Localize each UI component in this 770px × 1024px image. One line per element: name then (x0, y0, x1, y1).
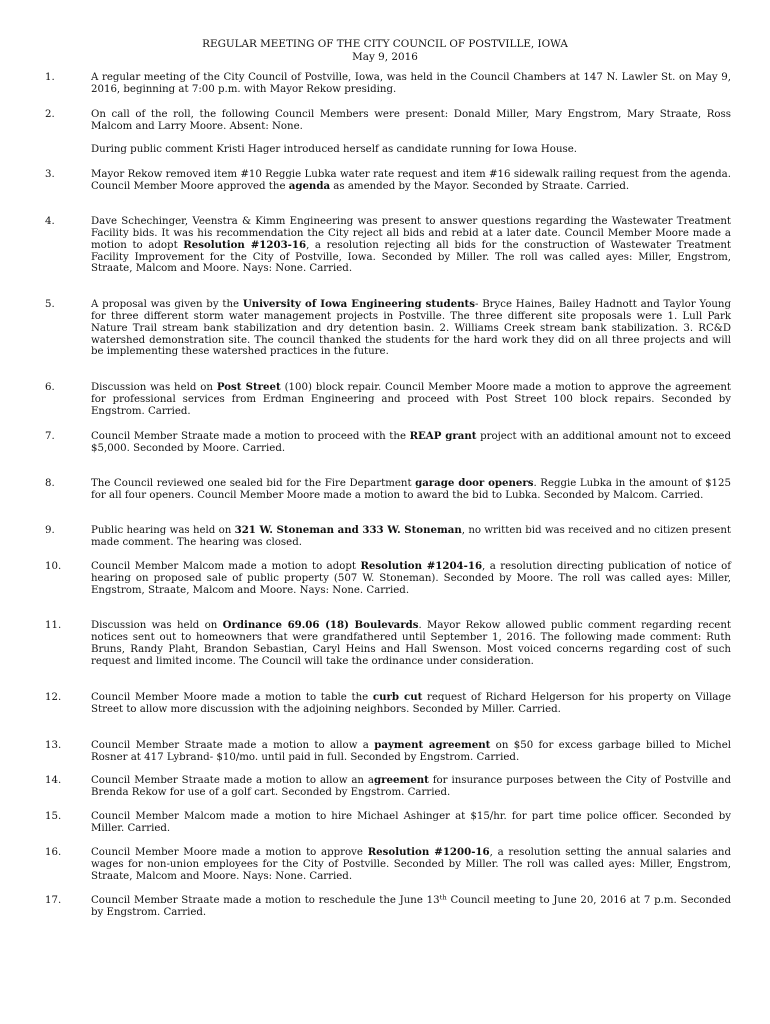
bold-term: Resolution #1203-16 (183, 238, 307, 251)
item-number: 17. (45, 895, 62, 906)
item-number: 11. (45, 620, 62, 631)
item-number: 13. (45, 740, 62, 751)
bold-term: Ordinance 69.06 (18) Boulevards (222, 619, 419, 631)
item-text (91, 811, 731, 835)
item-text (91, 847, 731, 883)
item-number: 10. (45, 561, 62, 572)
superscript: th (439, 893, 447, 902)
item-text (91, 431, 731, 455)
bold-term: garage door openers (415, 477, 534, 489)
bold-term: 321 W. Stoneman and 333 W. Stoneman (234, 524, 462, 536)
text-run: , a resolution setting the annual salaries and wages for non-union employees for the City of Postville. Seconded by Miller. The roll was called ayes: Miller, Engstrom, Straate, Malcom and Moore. Nays: None. Carried. (91, 847, 732, 882)
text-run: Council Member Straate made a motion to proceed with the (91, 431, 410, 442)
text-run: Council Member Moore made a motion to table the (91, 692, 373, 703)
item-text (91, 299, 731, 358)
item-number: 4. (45, 216, 55, 227)
bold-term: agenda (288, 179, 331, 192)
text-run: Council Member Straate made a motion to reschedule the June 13 (91, 895, 440, 906)
text-run: The Council reviewed one sealed bid for the Fire Department (91, 478, 416, 489)
item-number: 1. (45, 72, 55, 83)
text-run: Discussion was held on (91, 382, 217, 393)
text-run: Council Member Moore made a motion to approve (91, 847, 368, 858)
item-text (91, 525, 731, 549)
text-run: . Mayor Rekow allowed public comment regarding recent notices sent out to homeowners that were grandfathered until September 1, 2016. The following made comment: Ruth Bruns, Randy Plaht, Brandon Sebastian, Caryl Heins and Hall Swenson. Most voiced concerns regarding cost of such request and limited income. The Council will take the ordinance under consideration. (91, 620, 731, 667)
text-run: (100) block repair. Council Member Moore made a motion to approve the agreement for professional services from Erdman Engineering and proceed with Post Street 100 block repairs. Seconded by Engstrom. Carried. (91, 382, 731, 417)
text-run: Council Member Malcom made a motion to adopt (91, 561, 361, 572)
bold-term: greement (373, 774, 429, 786)
text-run: A proposal was given by the (91, 299, 243, 310)
text-run: Mayor Rekow removed item #10 Reggie Lubka water rate request and item #16 sidewalk railing request from the agenda. Council Member Moore approved the (91, 169, 731, 192)
text-run: , no written bid was received and no citizen present made comment. The hearing was closed. (91, 525, 731, 548)
item-text (91, 144, 731, 156)
item-number: 3. (45, 169, 55, 180)
item-number: 14. (45, 775, 62, 786)
document-title: REGULAR MEETING OF THE CITY COUNCIL OF POSTVILLE, IOWA (202, 38, 568, 50)
text-run: on $50 for excess garbage billed to Michel Rosner at 417 Lybrand- $10/mo. until paid in full. Seconded by Engstrom. Carried. (91, 740, 731, 763)
bold-term: University of Iowa Engineering students (242, 298, 475, 310)
text-run: Council Member Straate made a motion to allow a (91, 740, 375, 751)
text-run: During public comment Kristi Hager introduced herself as candidate running for Iowa House. (91, 144, 578, 155)
item-text (91, 109, 731, 133)
item-number: 7. (45, 431, 55, 442)
text-run: On call of the roll, the following Council Members were present: Donald Miller, Mary Engstrom, Mary Straate, Ross Malcom and Larry Moore. Absent: None. (91, 109, 731, 132)
item-text (91, 216, 731, 275)
text-run: A regular meeting of the City Council of Postville, Iowa, was held in the Council Chambers at 147 N. Lawler St. on May 9, 2016, beginning at 7:00 p.m. with Mayor Rekow presiding. (91, 72, 731, 95)
text-run: Dave Schechinger, Veenstra & Kimm Engineering was present to answer questions regarding the Wastewater Treatment Facility bids. It was his recommendation the City reject all bids and rebid at a later date. Council Member Moore made a motion to adopt (91, 216, 731, 251)
item-number: 12. (45, 692, 62, 703)
meeting-date: May 9, 2016 (352, 51, 418, 63)
item-number: 6. (45, 382, 55, 393)
text-run: as amended by the Mayor. Seconded by Straate. Carried. (330, 180, 630, 192)
item-text (91, 382, 731, 418)
item-text (91, 72, 731, 96)
item-number: 2. (45, 109, 55, 120)
text-run: Council Member Malcom made a motion to hire Michael Ashinger at $15/hr. for part time police officer. Seconded by Miller. Carried. (91, 811, 731, 834)
bold-term: curb cut (372, 691, 423, 703)
item-text (91, 775, 731, 799)
item-text (91, 169, 731, 193)
bold-term: REAP grant (409, 430, 477, 442)
text-run: request of Richard Helgerson for his property on Village Street to allow more discussion with the adjoining neighbors. Seconded by Miller. Carried. (91, 692, 731, 715)
item-number: 5. (45, 299, 55, 310)
item-number: 16. (45, 847, 62, 858)
item-text (91, 692, 731, 716)
item-number: 15. (45, 811, 62, 822)
item-number: 8. (45, 478, 55, 489)
text-run: Discussion was held on (91, 620, 223, 631)
bold-term: Resolution #1200-16 (367, 846, 490, 858)
text-run: Council meeting to June 20, 2016 at 7 p.m. Seconded by Engstrom. Carried. (91, 895, 731, 918)
bold-term: Resolution #1204-16 (360, 560, 483, 572)
text-run: project with an additional amount not to exceed $5,000. Seconded by Moore. Carried. (91, 431, 731, 454)
text-run: . Reggie Lubka in the amount of $125 for all four openers. Council Member Moore made a motion to award the bid to Lubka. Seconded by Malcom. Carried. (91, 478, 731, 501)
text-run: , a resolution directing publication of notice of hearing on proposed sale of public property (507 W. Stoneman). Seconded by Moore. The roll was called ayes: Miller, Engstrom, Straate, Malcom and Moore. Nays: None. Carried. (91, 561, 731, 596)
item-text (91, 620, 731, 667)
item-text (91, 740, 731, 764)
item-text (91, 561, 731, 597)
bold-term: Post Street (216, 381, 281, 393)
bold-term: payment agreement (374, 739, 491, 751)
text-run: - Bryce Haines, Bailey Hadnott and Taylor Young for three different storm water management projects in Postville. The three different site proposals were 1. Lull Park Nature Trail stream bank stabilization and dry detention basin. 2. Williams Creek stream bank stabilization. 3. RC&D watershed demonstration site. The council thanked the students for the hard work they did on all three projects and will be implementing these watershed practices in the future. (91, 299, 731, 358)
text-run: Council Member Straate made a motion to allow an a (91, 775, 374, 786)
text-run: , a resolution rejecting all bids for the construction of Wastewater Treatment Facility Improvement for the City of Postville, Iowa. Seconded by Miller. The roll was called ayes: Miller, Engstrom, Straate, Malcom and Moore. Nays: None. Carried. (91, 239, 731, 275)
text-run: Public hearing was held on (91, 525, 235, 536)
item-number: 9. (45, 525, 55, 536)
item-text (91, 478, 731, 502)
text-run: for insurance purposes between the City of Postville and Brenda Rekow for use of a golf cart. Seconded by Engstrom. Carried. (91, 775, 731, 798)
item-text (91, 895, 731, 919)
